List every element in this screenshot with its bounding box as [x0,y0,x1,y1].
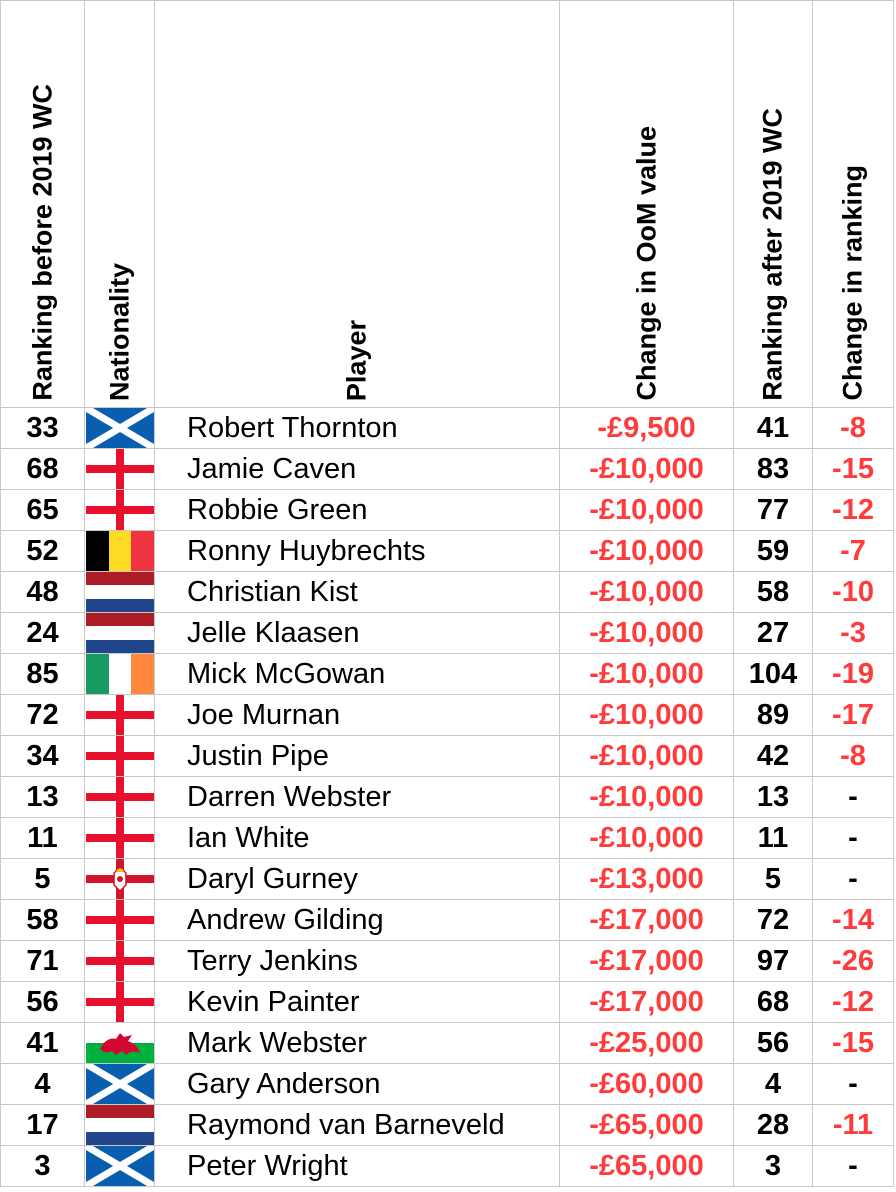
northern-ireland-flag-icon [86,859,154,899]
ranking-before-cell[interactable]: 5 [1,859,85,900]
ranking-after-cell[interactable]: 83 [734,449,813,490]
ranking-before-cell[interactable]: 85 [1,654,85,695]
ranking-after-cell[interactable]: 89 [734,695,813,736]
player-cell[interactable]: Darren Webster [155,777,560,818]
player-cell[interactable]: Ian White [155,818,560,859]
player-cell[interactable]: Daryl Gurney [155,859,560,900]
ranking-before-cell[interactable]: 3 [1,1146,85,1187]
england-flag-icon [86,941,154,981]
change-ranking-cell[interactable]: -12 [813,982,894,1023]
ranking-before-cell[interactable]: 13 [1,777,85,818]
nationality-cell[interactable] [85,408,155,449]
nationality-cell[interactable] [85,531,155,572]
header-change-value[interactable]: Change in OoM value [560,1,734,408]
ranking-before-cell[interactable]: 58 [1,900,85,941]
change-ranking-cell[interactable]: - [813,777,894,818]
table-row [1,941,894,982]
player-cell[interactable]: Mick McGowan [155,654,560,695]
player-cell[interactable]: Andrew Gilding [155,900,560,941]
england-flag-icon [86,695,154,735]
table-row [1,654,894,695]
nationality-cell[interactable] [85,818,155,859]
table-row [1,408,894,449]
change-ranking-cell[interactable]: -26 [813,941,894,982]
table-row [1,1023,894,1064]
wales-flag-icon [86,1023,154,1063]
table-row [1,900,894,941]
ranking-before-cell[interactable]: 17 [1,1105,85,1146]
nationality-cell[interactable] [85,1105,155,1146]
england-flag-icon [86,982,154,1022]
change-value-cell[interactable]: -£17,000 [560,941,734,982]
ranking-before-cell[interactable]: 65 [1,490,85,531]
table-row [1,736,894,777]
table-row [1,777,894,818]
change-value-cell[interactable]: -£10,000 [560,654,734,695]
change-value-cell[interactable]: -£60,000 [560,1064,734,1105]
player-cell[interactable]: Ronny Huybrechts [155,531,560,572]
england-flag-icon [86,490,154,530]
nationality-cell[interactable] [85,941,155,982]
change-value-cell[interactable]: -£10,000 [560,777,734,818]
player-cell[interactable]: Robert Thornton [155,408,560,449]
belgium-flag-icon [86,531,154,571]
change-value-cell[interactable]: -£10,000 [560,818,734,859]
player-cell[interactable]: Jelle Klaasen [155,613,560,654]
nationality-cell[interactable] [85,777,155,818]
table-body [1,408,894,1187]
header-change-ranking[interactable]: Change in ranking [813,1,894,408]
table-row [1,1064,894,1105]
ranking-after-cell[interactable]: 97 [734,941,813,982]
ranking-after-cell[interactable]: 77 [734,490,813,531]
change-ranking-cell[interactable]: -14 [813,900,894,941]
scotland-flag-icon [86,408,154,448]
change-value-cell[interactable]: -£25,000 [560,1023,734,1064]
nationality-cell[interactable] [85,982,155,1023]
change-value-cell[interactable]: -£9,500 [560,408,734,449]
change-value-cell[interactable]: -£10,000 [560,449,734,490]
ranking-after-cell[interactable]: 41 [734,408,813,449]
table-row [1,982,894,1023]
player-cell[interactable]: Raymond van Barneveld [155,1105,560,1146]
change-value-cell[interactable]: -£10,000 [560,531,734,572]
header-nationality[interactable]: Nationality [85,1,155,408]
header-player[interactable]: Player [155,1,560,408]
netherlands-flag-icon [86,572,154,612]
ranking-after-cell[interactable]: 4 [734,1064,813,1105]
header-ranking-before[interactable]: Ranking before 2019 WC [1,1,85,408]
ranking-before-cell[interactable]: 48 [1,572,85,613]
ranking-before-cell[interactable]: 52 [1,531,85,572]
england-flag-icon [86,449,154,489]
table-row [1,449,894,490]
nationality-cell[interactable] [85,1023,155,1064]
ranking-after-cell[interactable]: 28 [734,1105,813,1146]
ranking-after-cell[interactable]: 5 [734,859,813,900]
england-flag-icon [86,736,154,776]
nationality-cell[interactable] [85,613,155,654]
ranking-after-cell[interactable]: 56 [734,1023,813,1064]
table-row [1,490,894,531]
scotland-flag-icon [86,1146,154,1186]
ranking-after-cell[interactable]: 27 [734,613,813,654]
nationality-cell[interactable] [85,572,155,613]
ranking-before-cell[interactable]: 34 [1,736,85,777]
ranking-before-cell[interactable]: 72 [1,695,85,736]
change-ranking-cell[interactable]: -12 [813,490,894,531]
header-row [1,1,894,408]
ranking-before-cell[interactable]: 11 [1,818,85,859]
ranking-before-cell[interactable]: 56 [1,982,85,1023]
change-value-cell[interactable]: -£10,000 [560,695,734,736]
nationality-cell[interactable] [85,449,155,490]
england-flag-icon [86,900,154,940]
player-cell[interactable]: Justin Pipe [155,736,560,777]
change-ranking-cell[interactable]: -8 [813,736,894,777]
player-cell[interactable]: Peter Wright [155,1146,560,1187]
player-cell[interactable]: Terry Jenkins [155,941,560,982]
ranking-before-cell[interactable]: 71 [1,941,85,982]
player-cell[interactable]: Jamie Caven [155,449,560,490]
change-ranking-cell[interactable]: -17 [813,695,894,736]
change-ranking-cell[interactable]: -19 [813,654,894,695]
player-cell[interactable]: Christian Kist [155,572,560,613]
player-cell[interactable]: Joe Murnan [155,695,560,736]
header-ranking-after[interactable]: Ranking after 2019 WC [734,1,813,408]
nationality-cell[interactable] [85,654,155,695]
change-value-cell[interactable]: -£17,000 [560,900,734,941]
ranking-after-cell[interactable]: 104 [734,654,813,695]
ireland-flag-icon [86,654,154,694]
player-cell[interactable]: Robbie Green [155,490,560,531]
table-row [1,859,894,900]
change-value-cell[interactable]: -£65,000 [560,1146,734,1187]
change-ranking-cell[interactable]: - [813,1146,894,1187]
change-ranking-cell[interactable]: - [813,1064,894,1105]
table-row [1,531,894,572]
change-value-cell[interactable]: -£10,000 [560,572,734,613]
ranking-before-cell[interactable]: 24 [1,613,85,654]
change-value-cell[interactable]: -£17,000 [560,982,734,1023]
change-ranking-cell[interactable]: - [813,859,894,900]
change-ranking-cell[interactable]: -11 [813,1105,894,1146]
nationality-cell[interactable] [85,859,155,900]
netherlands-flag-icon [86,1105,154,1145]
ranking-after-cell[interactable]: 3 [734,1146,813,1187]
player-cell[interactable]: Mark Webster [155,1023,560,1064]
table-row [1,613,894,654]
change-ranking-cell[interactable]: -8 [813,408,894,449]
netherlands-flag-icon [86,613,154,653]
ranking-after-cell[interactable]: 68 [734,982,813,1023]
player-cell[interactable]: Gary Anderson [155,1064,560,1105]
scotland-flag-icon [86,1064,154,1104]
ranking-after-cell[interactable]: 11 [734,818,813,859]
nationality-cell[interactable] [85,900,155,941]
ranking-after-cell[interactable]: 13 [734,777,813,818]
change-value-cell[interactable]: -£10,000 [560,490,734,531]
table-row [1,695,894,736]
change-ranking-cell[interactable]: - [813,818,894,859]
player-cell[interactable]: Kevin Painter [155,982,560,1023]
table-row [1,818,894,859]
ranking-before-cell[interactable]: 68 [1,449,85,490]
nationality-cell[interactable] [85,1146,155,1187]
change-ranking-cell[interactable]: -7 [813,531,894,572]
ranking-after-cell[interactable]: 59 [734,531,813,572]
ranking-after-cell[interactable]: 42 [734,736,813,777]
ranking-before-cell[interactable]: 33 [1,408,85,449]
change-ranking-cell[interactable]: -10 [813,572,894,613]
table-row [1,1105,894,1146]
england-flag-icon [86,777,154,817]
england-flag-icon [86,818,154,858]
nationality-cell[interactable] [85,695,155,736]
nationality-cell[interactable] [85,736,155,777]
change-value-cell[interactable]: -£10,000 [560,613,734,654]
nationality-cell[interactable] [85,1064,155,1105]
table-row [1,1146,894,1187]
ranking-after-cell[interactable]: 72 [734,900,813,941]
change-ranking-cell[interactable]: -15 [813,449,894,490]
change-value-cell[interactable]: -£10,000 [560,736,734,777]
change-value-cell[interactable]: -£13,000 [560,859,734,900]
table-row [1,572,894,613]
ranking-after-cell[interactable]: 58 [734,572,813,613]
change-ranking-cell[interactable]: -3 [813,613,894,654]
nationality-cell[interactable] [85,490,155,531]
change-value-cell[interactable]: -£65,000 [560,1105,734,1146]
change-ranking-cell[interactable]: -15 [813,1023,894,1064]
ranking-before-cell[interactable]: 41 [1,1023,85,1064]
ranking-before-cell[interactable]: 4 [1,1064,85,1105]
